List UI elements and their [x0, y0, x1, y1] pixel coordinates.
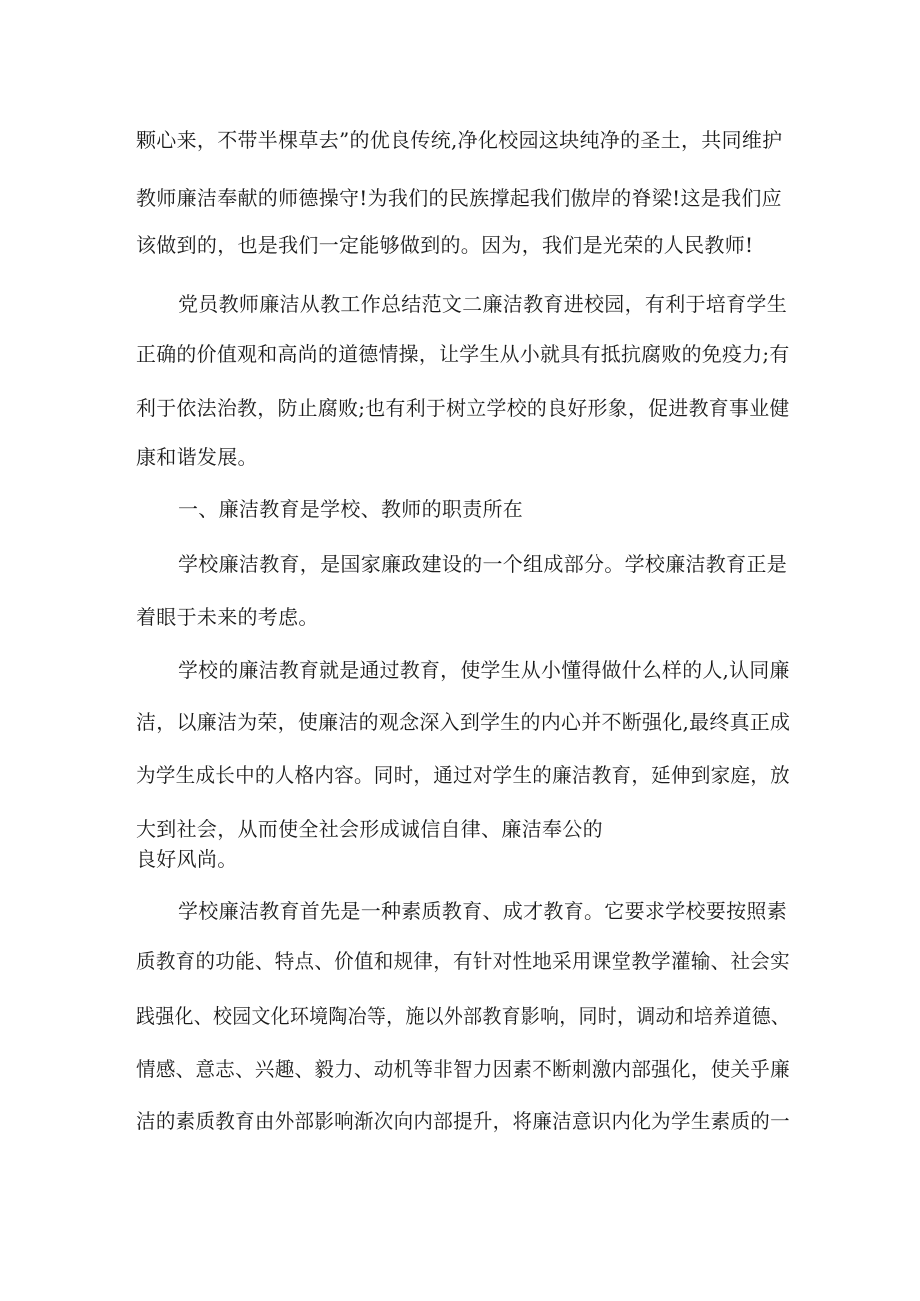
text-line: 洁，以廉洁为荣，使廉洁的观念深入到学生的内心并不断强化,最终真正成: [136, 710, 791, 734]
text-line: 利于依法治教，防止腐败;也有利于树立学校的良好形象，促进教育事业健: [136, 396, 790, 420]
text-line: 大到社会，从而使全社会形成诚信自律、廉洁奉公的: [136, 817, 603, 841]
text-line: 洁的素质教育由外部影响渐次向内部提升，将廉洁意识内化为学生素质的一: [136, 1109, 790, 1133]
text-line: 为学生成长中的人格内容。同时，通过对学生的廉洁教育，延伸到家庭，放: [136, 763, 790, 787]
text-line: 良好风尚。: [136, 847, 238, 871]
text-line: 颗心来，不带半棵草去”的优良传统,净化校园这块纯净的圣土，共同维护: [136, 128, 783, 152]
section-heading: 一、廉洁教育是学校、教师的职责所在: [178, 497, 524, 521]
text-line: 着眼于未来的考虑。: [136, 605, 319, 629]
text-line: 教师廉洁奉献的师德操守!为我们的民族撑起我们傲岸的脊梁!这是我们应: [136, 186, 782, 210]
text-line: 正确的价值观和高尚的道德情操，让学生从小就具有抵抗腐败的免疫力;有: [136, 342, 790, 366]
paragraph-first-line: 党员教师廉洁从教工作总结范文二廉洁教育进校园，有利于培育学生: [178, 292, 787, 316]
paragraph-first-line: 学校廉洁教育首先是一种素质教育、成才教育。它要求学校要按照素: [178, 899, 787, 923]
text-line: 质教育的功能、特点、价值和规律，有针对性地采用课堂教学灌输、社会实: [136, 949, 790, 973]
paragraph-first-line: 学校廉洁教育，是国家廉政建设的一个组成部分。学校廉洁教育正是: [178, 552, 787, 576]
text-line: 该做到的，也是我们一定能够做到的。因为，我们是光荣的人民教师!: [136, 233, 754, 257]
paragraph-first-line: 学校的廉洁教育就是通过教育，使学生从小懂得做什么样的人,认同廉: [178, 658, 790, 682]
text-line: 康和谐发展。: [136, 445, 258, 469]
text-line: 情感、意志、兴趣、毅力、动机等非智力因素不断刺激内部强化，使关乎廉: [136, 1057, 790, 1081]
text-line: 践强化、校园文化环境陶冶等，施以外部教育影响，同时，调动和培养道德、: [136, 1004, 791, 1028]
